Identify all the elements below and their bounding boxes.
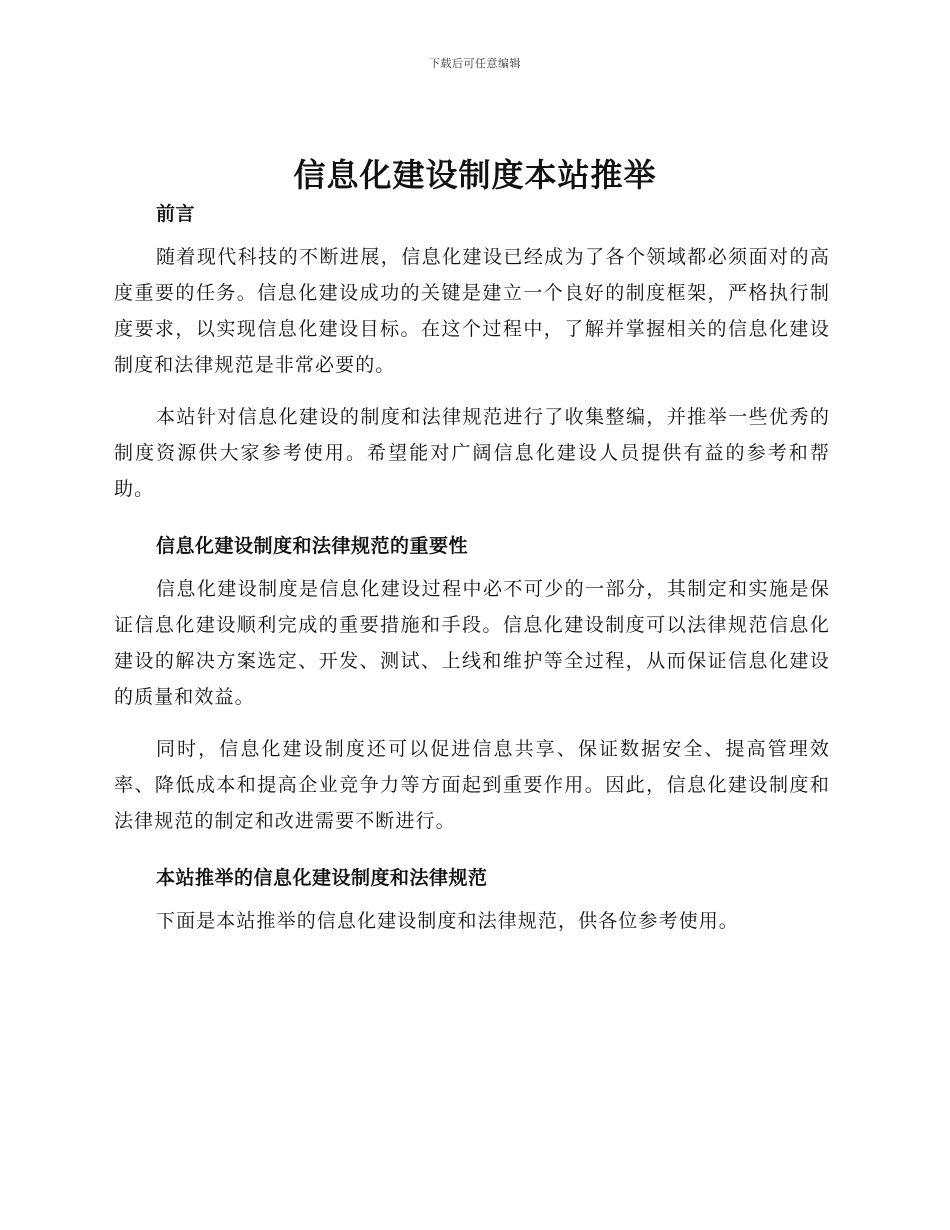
paragraph-recommended-1: 下面是本站推举的信息化建设制度和法律规范，供各位参考使用。 (156, 910, 739, 932)
paragraph-importance-1: 信息化建设制度是信息化建设过程中必不可少的一部分，其制定和实施是保证信息化建设顺利完成的重要措施和手段。信息化建设制度可以法律规范信息化建设的解决方案选定、开发、测试、上线和维护等全过程，从而保证信息化建设的质量和效益。 (114, 578, 830, 708)
section-heading-preface: 前言 (156, 203, 196, 225)
page-header-note: 下载后可任意编辑 (429, 57, 521, 70)
section-heading-recommended: 本站推举的信息化建设制度和法律规范 (156, 867, 488, 889)
document-title: 信息化建设制度本站推举 (293, 156, 657, 194)
document-body (114, 197, 830, 939)
paragraph-preface-1: 随着现代科技的不断进展，信息化建设已经成为了各个领域都必须面对的高度重要的任务。信息化建设成功的关键是建立一个良好的制度框架，严格执行制度要求，以实现信息化建设目标。在这个过程中，了解并掌握相关的信息化建设制度和法律规范是非常必要的。 (114, 246, 830, 376)
section-heading-importance: 信息化建设制度和法律规范的重要性 (156, 535, 469, 557)
paragraph-importance-2: 同时，信息化建设制度还可以促进信息共享、保证数据安全、提高管理效率、降低成本和提高企业竞争力等方面起到重要作用。因此，信息化建设制度和法律规范的制定和改进需要不断进行。 (114, 738, 830, 832)
paragraph-preface-2: 本站针对信息化建设的制度和法律规范进行了收集整编，并推举一些优秀的制度资源供大家参考使用。希望能对广阔信息化建设人员提供有益的参考和帮助。 (114, 406, 830, 500)
